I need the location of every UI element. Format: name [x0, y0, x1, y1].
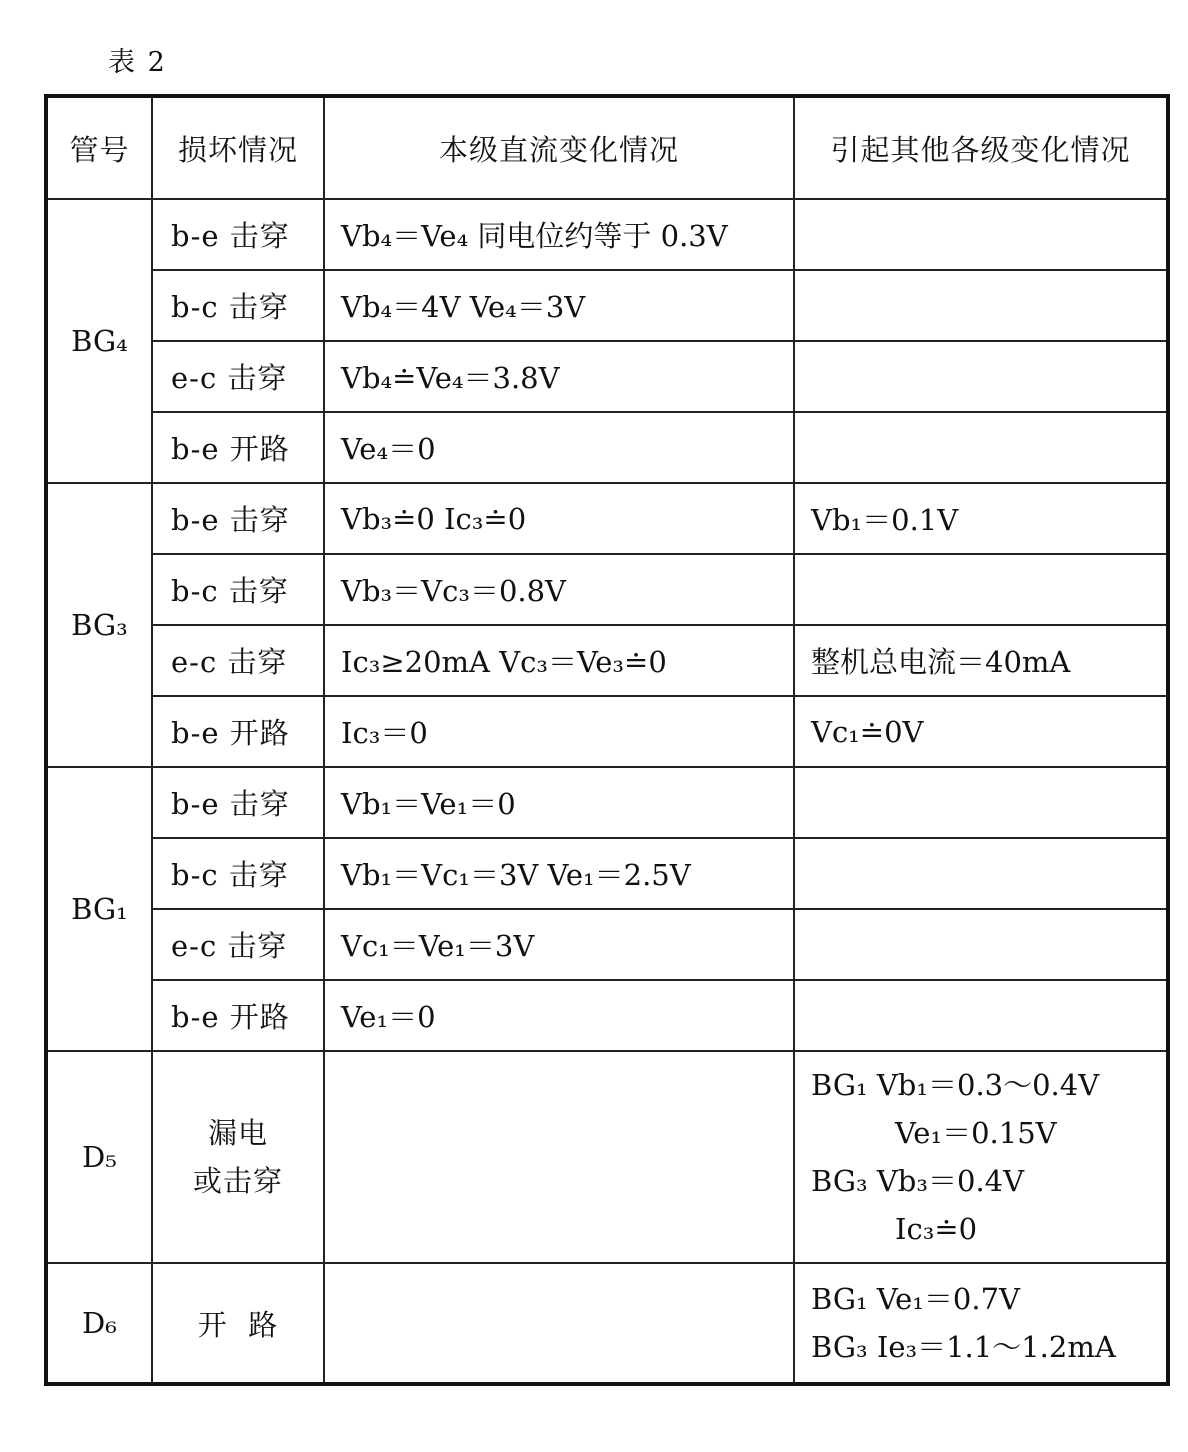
table-row-d5 [46, 1051, 1168, 1263]
other-change-cell [794, 1051, 1168, 1263]
table-caption: 表 2 [108, 47, 167, 78]
header-damage: 损坏情况 [152, 96, 324, 199]
other-change-line: BG₃ Vb₃＝0.4V [811, 1164, 1025, 1198]
other-change-cell [794, 270, 1168, 341]
damage-cell: b-e 开路 [152, 696, 324, 767]
damage-cell: b-c 击穿 [152, 270, 324, 341]
local-change-cell: Vb₁＝Ve₁＝0 [324, 767, 794, 838]
table-row-d6 [46, 1263, 1168, 1384]
other-change-cell [794, 980, 1168, 1051]
table-row [46, 696, 1168, 767]
damage-cell [152, 1051, 324, 1263]
other-change-line: BG₁ Ve₁＝0.7V [811, 1282, 1020, 1316]
tube-cell: BG₁ [46, 767, 152, 1051]
table-row [46, 412, 1168, 483]
table-row [46, 270, 1168, 341]
local-change-cell: Ic₃≥20mA Vc₃＝Ve₃≐0 [324, 625, 794, 696]
other-change-cell [794, 838, 1168, 909]
damage-cell: e-c 击穿 [152, 909, 324, 980]
local-change-cell: Ve₁＝0 [324, 980, 794, 1051]
local-change-cell: Vb₃＝Vc₃＝0.8V [324, 554, 794, 625]
local-change-cell: Ic₃＝0 [324, 696, 794, 767]
damage-cell: b-c 击穿 [152, 838, 324, 909]
other-change-cell: Vc₁≐0V [794, 696, 1168, 767]
header-row [46, 96, 1168, 199]
damage-cell: b-e 击穿 [152, 767, 324, 838]
header-tube: 管号 [46, 96, 152, 199]
other-change-line: BG₁ Vb₁＝0.3～0.4V [811, 1068, 1100, 1102]
local-change-cell: Vb₄≐Ve₄＝3.8V [324, 341, 794, 412]
other-change-cell [794, 341, 1168, 412]
local-change-cell: Vb₄＝Ve₄ 同电位约等于 0.3V [324, 199, 794, 270]
damage-cell: e-c 击穿 [152, 625, 324, 696]
header-other-change: 引起其他各级变化情况 [794, 96, 1168, 199]
table-row [46, 199, 1168, 270]
other-change-line: Ve₁＝0.15V [895, 1116, 1057, 1150]
damage-cell: b-c 击穿 [152, 554, 324, 625]
header-local-change: 本级直流变化情况 [324, 96, 794, 199]
damage-line: 或击穿 [192, 1164, 283, 1198]
tube-cell: BG₃ [46, 483, 152, 767]
local-change-cell [324, 1051, 794, 1263]
other-change-cell [794, 554, 1168, 625]
damage-cell: b-e 击穿 [152, 199, 324, 270]
local-change-cell: Vb₁＝Vc₁＝3V Ve₁＝2.5V [324, 838, 794, 909]
local-change-cell: Vc₁＝Ve₁＝3V [324, 909, 794, 980]
local-change-cell: Ve₄＝0 [324, 412, 794, 483]
other-change-cell: Vb₁＝0.1V [794, 483, 1168, 554]
table-row [46, 625, 1168, 696]
other-change-cell [794, 767, 1168, 838]
table-row [46, 980, 1168, 1051]
other-change-cell [794, 199, 1168, 270]
other-change-cell [794, 909, 1168, 980]
other-change-line: Ic₃≐0 [895, 1212, 978, 1246]
tube-cell: D₅ [46, 1051, 152, 1263]
other-change-cell [794, 412, 1168, 483]
damage-cell: e-c 击穿 [152, 341, 324, 412]
damage-cell: b-e 开路 [152, 412, 324, 483]
table-row [46, 341, 1168, 412]
damage-cell: b-e 击穿 [152, 483, 324, 554]
table-row [46, 838, 1168, 909]
other-change-cell: 整机总电流＝40mA [794, 625, 1168, 696]
damage-cell: 开 路 [152, 1263, 324, 1384]
table-row [46, 767, 1168, 838]
local-change-cell [324, 1263, 794, 1384]
other-change-cell [794, 1263, 1168, 1384]
local-change-cell: Vb₄＝4V Ve₄＝3V [324, 270, 794, 341]
damage-cell: b-e 开路 [152, 980, 324, 1051]
table-row [46, 554, 1168, 625]
damage-line: 漏电 [207, 1116, 268, 1150]
table-row [46, 483, 1168, 554]
table-row [46, 909, 1168, 980]
fault-table [44, 94, 1170, 1386]
tube-cell: BG₄ [46, 199, 152, 483]
other-change-line: BG₃ Ie₃＝1.1～1.2mA [811, 1330, 1116, 1364]
local-change-cell: Vb₃≐0 Ic₃≐0 [324, 483, 794, 554]
tube-cell: D₆ [46, 1263, 152, 1384]
